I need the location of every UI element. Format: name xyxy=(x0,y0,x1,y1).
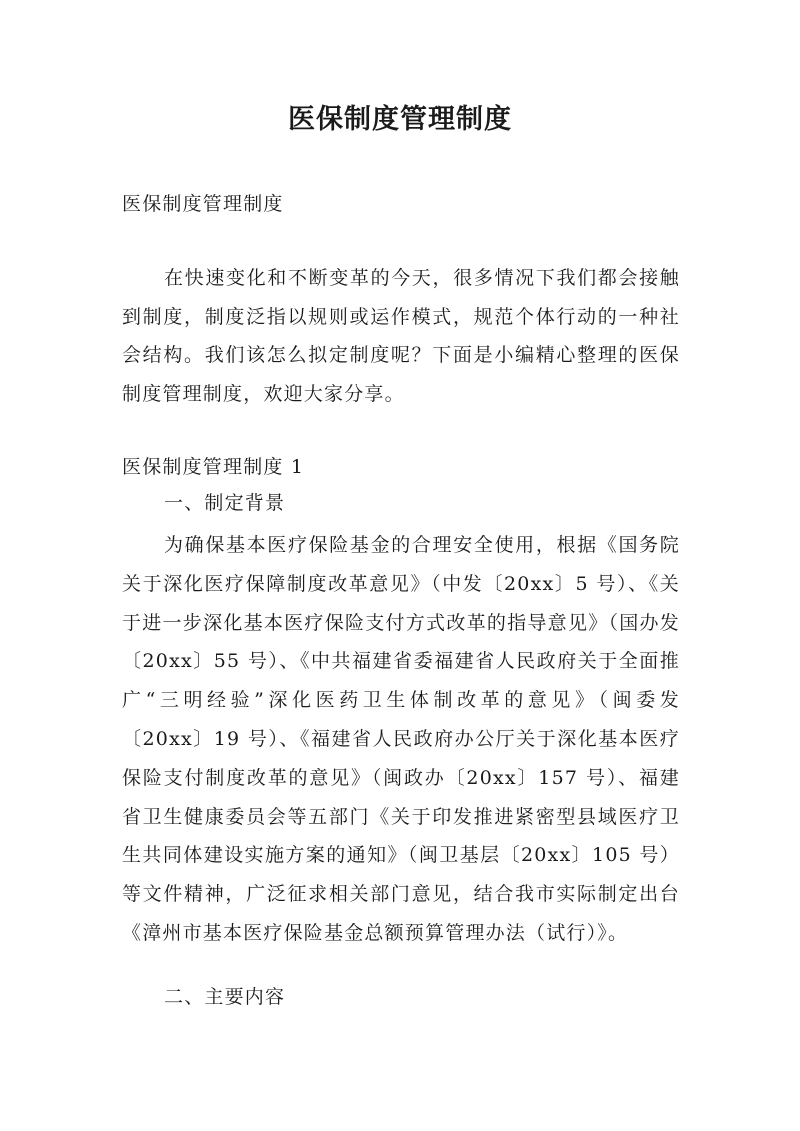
document-subtitle: 医保制度管理制度 xyxy=(122,193,284,215)
sub-heading-background: 一、制定背景 xyxy=(164,492,286,514)
sub-heading-main-content: 二、主要内容 xyxy=(164,986,286,1008)
background-paragraph: 为确保基本医疗保险基金的合理安全使用，根据《国务院关于深化医疗保障制度改革意见》（中发〔20xx〕5 号）、《关于进一步深化基本医疗保险支付方式改革的指导意见》（国办发〔20xx〕55 号）、《中共福建省委福建省人民政府关于全面推广“三明经验”深化医药卫生体制改革的意见》（闽委发〔20xx〕19 号）、《福建省人民政府办公厅关于深化基本医疗保险支付制度改革的意见》（闽政办〔20xx〕157 号）、福建省卫生健康委员会等五部门《关于印发推进紧密型县域医疗卫生共同体建设实施方案的通知》（闽卫基层〔20xx〕105 号）等文件精神，广泛征求相关部门意见，结合我市实际制定出台《漳州市基本医疗保险基金总额预算管理办法（试行）》。 xyxy=(122,534,680,944)
document-title: 医保制度管理制度 xyxy=(288,104,512,135)
intro-paragraph: 在快速变化和不断变革的今天，很多情况下我们都会接触到制度，制度泛指以规则或运作模式，规范个体行动的一种社会结构。我们该怎么拟定制度呢？下面是小编精心整理的医保制度管理制度，欢迎大家分享。 xyxy=(122,267,680,405)
section-heading: 医保制度管理制度 1 xyxy=(122,456,305,478)
